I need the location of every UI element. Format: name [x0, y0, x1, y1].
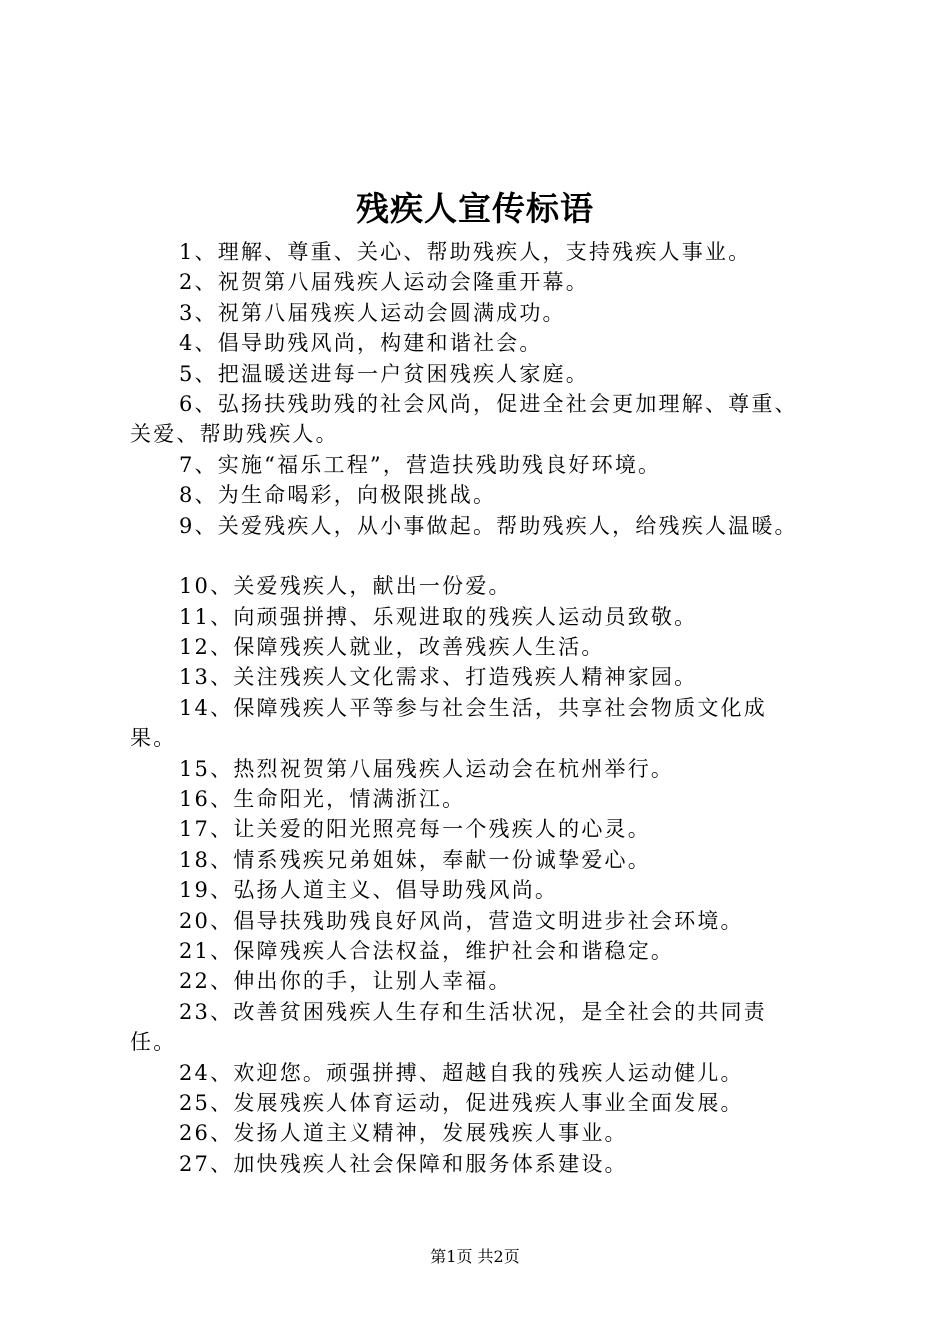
slogan-line: 11、向顽强拼搏、乐观进取的残疾人运动员致敬。 [179, 604, 698, 629]
slogan-line: 3、祝第八届残疾人运动会圆满成功。 [179, 300, 566, 325]
slogan-line: 5、把温暖送进每一户贫困残疾人家庭。 [179, 361, 589, 386]
slogan-line: 21、保障残疾人合法权益，维护社会和谐稳定。 [179, 938, 675, 963]
blank-line [130, 541, 870, 571]
slogan-line: 9、关爱残疾人，从小事做起。帮助残疾人，给残疾人温暖。 [179, 513, 798, 538]
slogan-line: 7、实施“福乐工程”，营造扶残助残良好环境。 [179, 452, 662, 477]
slogan-line: 2、祝贺第八届残疾人运动会隆重开幕。 [179, 270, 589, 295]
slogan-line: 25、发展残疾人体育运动，促进残疾人事业全面发展。 [179, 1090, 744, 1115]
slogan-line: 24、欢迎您。顽强拼搏、超越自我的残疾人运动健儿。 [179, 1060, 744, 1085]
slogan-line: 15、热烈祝贺第八届残疾人运动会在杭州举行。 [179, 756, 675, 781]
slogan-line: 1、理解、尊重、关心、帮助残疾人，支持残疾人事业。 [179, 240, 752, 264]
slogan-line: 4、倡导助残风尚，构建和谐社会。 [179, 331, 543, 356]
slogan-line: 18、情系残疾兄弟姐妹，奉献一份诚挚爱心。 [179, 847, 651, 872]
slogan-line: 12、保障残疾人就业，改善残疾人生活。 [179, 635, 605, 660]
document-title: 残疾人宣传标语 [356, 189, 594, 228]
slogan-line-continuation: 任。 [130, 1030, 177, 1055]
slogan-line: 26、发扬人道主义精神，发展残疾人事业。 [179, 1121, 628, 1146]
slogan-line: 17、让关爱的阳光照亮每一个残疾人的心灵。 [179, 817, 651, 842]
page-footer: 第1页 共2页 [430, 1247, 520, 1266]
slogan-line: 6、弘扬扶残助残的社会风尚，促进全社会更加理解、尊重、 [179, 391, 798, 416]
slogan-line: 13、关注残疾人文化需求、打造残疾人精神家园。 [179, 665, 698, 690]
slogan-line-continuation: 果。 [130, 726, 177, 751]
slogan-line-continuation: 关爱、帮助残疾人。 [130, 422, 339, 447]
slogan-line: 14、保障残疾人平等参与社会生活，共享社会物质文化成 [179, 695, 767, 720]
slogan-line: 23、改善贫困残疾人生存和生活状况，是全社会的共同责 [179, 999, 767, 1024]
slogan-line: 19、弘扬人道主义、倡导助残风尚。 [179, 878, 559, 903]
slogan-line: 8、为生命喝彩，向极限挑战。 [179, 483, 497, 508]
slogan-line: 22、伸出你的手，让别人幸福。 [179, 969, 512, 994]
slogan-line: 16、生命阳光，情满浙江。 [179, 787, 466, 812]
slogan-line: 27、加快残疾人社会保障和服务体系建设。 [179, 1151, 628, 1176]
slogan-list [130, 237, 870, 1179]
slogan-line: 20、倡导扶残助残良好风尚，营造文明进步社会环境。 [179, 908, 744, 933]
slogan-line: 10、关爱残疾人，献出一份爱。 [179, 574, 512, 599]
